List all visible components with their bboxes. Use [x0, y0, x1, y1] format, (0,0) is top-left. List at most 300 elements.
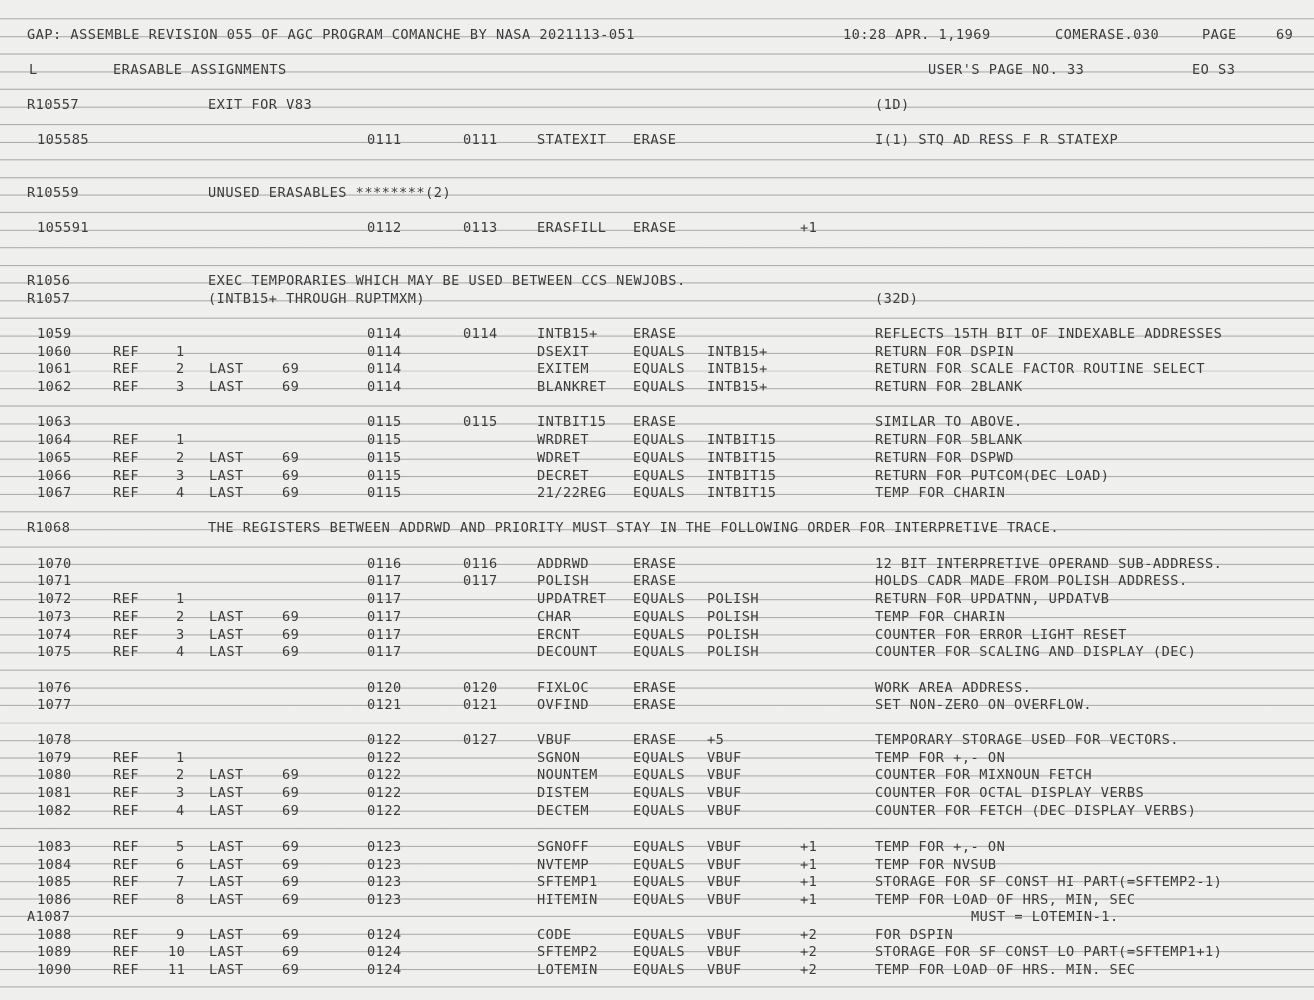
listing-line	[0, 591, 1314, 607]
line-number: 1072	[37, 591, 72, 607]
operand: VBUF	[707, 944, 742, 960]
last-label: LAST	[209, 927, 244, 943]
symbol: INTBIT15	[537, 414, 607, 430]
address: 0122	[367, 785, 402, 801]
symbol: HITEMIN	[537, 892, 598, 908]
symbol: DSEXIT	[537, 344, 590, 360]
remark-text: EXEC TEMPORARIES WHICH MAY BE USED BETWEEN CCS NEWJOBS.	[208, 273, 686, 289]
comment-text: TEMP FOR LOAD OF HRS, MIN, SEC	[875, 892, 1136, 908]
listing-line	[0, 697, 1314, 713]
comment-text: TEMP FOR CHARIN	[875, 485, 1006, 501]
symbol: WRDRET	[537, 432, 590, 448]
comment-text: 12 BIT INTERPRETIVE OPERAND SUB-ADDRESS.	[875, 556, 1223, 572]
opcode: ERASE	[633, 732, 677, 748]
symbol: ADDRWD	[537, 556, 590, 572]
comment-text: HOLDS CADR MADE FROM POLISH ADDRESS.	[875, 573, 1188, 589]
last-label: LAST	[209, 892, 244, 908]
last-page: 69	[282, 962, 300, 978]
ref-label: REF	[113, 485, 140, 501]
opcode: ERASE	[633, 680, 677, 696]
line-number: 1070	[37, 556, 72, 572]
last-label: LAST	[209, 962, 244, 978]
operand: VBUF	[707, 857, 742, 873]
opcode: EQUALS	[633, 450, 686, 466]
ref-count: 2	[176, 361, 185, 377]
last-page: 69	[282, 767, 300, 783]
header-title: GAP: ASSEMBLE REVISION 055 OF AGC PROGRAM COMANCHE BY NASA 2021113-051	[27, 27, 635, 43]
operand: POLISH	[707, 591, 760, 607]
address: 0124	[367, 962, 402, 978]
comment-text: FOR DSPIN	[875, 927, 954, 943]
symbol: INTB15+	[537, 326, 598, 342]
ref-count: 8	[176, 892, 185, 908]
line-number: 1060	[37, 344, 72, 360]
listing-line	[0, 680, 1314, 696]
opcode: EQUALS	[633, 962, 686, 978]
address: 0124	[367, 927, 402, 943]
last-page: 69	[282, 839, 300, 855]
comment-text: STORAGE FOR SF CONST LO PART(=SFTEMP1+1)	[875, 944, 1223, 960]
remark-text: UNUSED ERASABLES ********(2)	[208, 185, 452, 201]
opcode: ERASE	[633, 573, 677, 589]
listing-line	[0, 962, 1314, 978]
comment-text: TEMP FOR +,- ON	[875, 839, 1006, 855]
comment-text: WORK AREA ADDRESS.	[875, 680, 1032, 696]
ref-count: 3	[176, 379, 185, 395]
address-end: 0127	[463, 732, 498, 748]
last-page: 69	[282, 944, 300, 960]
comment-text: RETURN FOR UPDATNN, UPDATVB	[875, 591, 1110, 607]
last-page: 69	[282, 785, 300, 801]
last-page: 69	[282, 927, 300, 943]
header-page-label: PAGE	[1202, 27, 1237, 43]
listing-line	[0, 450, 1314, 466]
ref-count: 1	[176, 432, 185, 448]
ref-count: 3	[176, 627, 185, 643]
listing-line	[0, 857, 1314, 873]
comment-text: SIMILAR TO ABOVE.	[875, 414, 1023, 430]
opcode: EQUALS	[633, 379, 686, 395]
listing-line	[0, 839, 1314, 855]
listing-line	[0, 750, 1314, 766]
remark-text: (INTB15+ THROUGH RUPTMXM)	[208, 291, 426, 307]
line-number: 1082	[37, 803, 72, 819]
listing-line	[0, 379, 1314, 395]
line-number: 1075	[37, 644, 72, 660]
comment-text: TEMPORARY STORAGE USED FOR VECTORS.	[875, 732, 1179, 748]
opcode: EQUALS	[633, 644, 686, 660]
ref-count: 10	[168, 944, 186, 960]
address: 0115	[367, 414, 402, 430]
symbol: SFTEMP1	[537, 874, 598, 890]
opcode: EQUALS	[633, 361, 686, 377]
ref-label: REF	[113, 379, 140, 395]
listing-line	[0, 785, 1314, 801]
operand: INTB15+	[707, 344, 768, 360]
listing-line	[0, 573, 1314, 589]
line-number: 1084	[37, 857, 72, 873]
operand: VBUF	[707, 767, 742, 783]
symbol: CODE	[537, 927, 572, 943]
last-label: LAST	[209, 361, 244, 377]
operand: VBUF	[707, 803, 742, 819]
ref-count: 2	[176, 609, 185, 625]
users-page-number: USER'S PAGE NO. 33	[928, 62, 1085, 78]
ref-label: REF	[113, 944, 140, 960]
last-page: 69	[282, 892, 300, 908]
comment-text: COUNTER FOR FETCH (DEC DISPLAY VERBS)	[875, 803, 1197, 819]
last-label: LAST	[209, 627, 244, 643]
line-number: 1088	[37, 927, 72, 943]
line-number: 1076	[37, 680, 72, 696]
operand: VBUF	[707, 927, 742, 943]
listing-line	[0, 326, 1314, 342]
address: 0115	[367, 485, 402, 501]
listing-line	[0, 927, 1314, 943]
offset: +2	[800, 962, 818, 978]
listing-line	[0, 132, 1314, 148]
comment-text: RETURN FOR 5BLANK	[875, 432, 1023, 448]
line-number: A1087	[27, 909, 71, 925]
opcode: EQUALS	[633, 767, 686, 783]
subheader-title: ERASABLE ASSIGNMENTS	[113, 62, 287, 78]
listing-line	[0, 432, 1314, 448]
address: 0114	[367, 379, 402, 395]
address: 0122	[367, 732, 402, 748]
opcode: EQUALS	[633, 468, 686, 484]
opcode: ERASE	[633, 697, 677, 713]
line-number: 1074	[37, 627, 72, 643]
line-number: 1083	[37, 839, 72, 855]
offset: +2	[800, 927, 818, 943]
ref-label: REF	[113, 432, 140, 448]
ref-count: 4	[176, 485, 185, 501]
comment-text: REFLECTS 15TH BIT OF INDEXABLE ADDRESSES	[875, 326, 1223, 342]
opcode: EQUALS	[633, 591, 686, 607]
comment-text: MUST = LOTEMIN-1.	[971, 909, 1119, 925]
symbol: BLANKRET	[537, 379, 607, 395]
symbol: NVTEMP	[537, 857, 590, 873]
line-number: R10559	[27, 185, 80, 201]
address: 0121	[367, 697, 402, 713]
operand: INTB15+	[707, 361, 768, 377]
operand: VBUF	[707, 785, 742, 801]
last-label: LAST	[209, 379, 244, 395]
last-label: LAST	[209, 785, 244, 801]
comment-text: TEMP FOR NVSUB	[875, 857, 997, 873]
ref-count: 1	[176, 750, 185, 766]
line-number: 1067	[37, 485, 72, 501]
ref-label: REF	[113, 892, 140, 908]
symbol: STATEXIT	[537, 132, 607, 148]
address-end: 0114	[463, 326, 498, 342]
ref-label: REF	[113, 344, 140, 360]
address-end: 0121	[463, 697, 498, 713]
listing-line	[0, 220, 1314, 236]
ref-label: REF	[113, 962, 140, 978]
address: 0117	[367, 591, 402, 607]
ref-count: 9	[176, 927, 185, 943]
comment-text: RETURN FOR DSPWD	[875, 450, 1014, 466]
header-line	[0, 27, 1314, 43]
remark-line	[0, 185, 1314, 201]
symbol: ERASFILL	[537, 220, 607, 236]
opcode: EQUALS	[633, 857, 686, 873]
listing-line	[0, 556, 1314, 572]
ref-count: 7	[176, 874, 185, 890]
line-number: R1056	[27, 273, 71, 289]
listing-line	[0, 485, 1314, 501]
listing-line	[0, 892, 1314, 908]
address: 0122	[367, 750, 402, 766]
ref-label: REF	[113, 361, 140, 377]
comment-text: RETURN FOR 2BLANK	[875, 379, 1023, 395]
subheader-code: EO S3	[1192, 62, 1236, 78]
listing-line	[0, 909, 1314, 925]
remark-line	[0, 273, 1314, 289]
line-number: 1066	[37, 468, 72, 484]
line-number: 1090	[37, 962, 72, 978]
last-label: LAST	[209, 944, 244, 960]
last-label: LAST	[209, 644, 244, 660]
ref-count: 2	[176, 767, 185, 783]
comment-text: COUNTER FOR SCALING AND DISPLAY (DEC)	[875, 644, 1197, 660]
address: 0115	[367, 432, 402, 448]
last-page: 69	[282, 450, 300, 466]
ref-count: 3	[176, 785, 185, 801]
symbol: DECRET	[537, 468, 590, 484]
operand: INTBIT15	[707, 485, 777, 501]
ref-count: 1	[176, 344, 185, 360]
address-end: 0120	[463, 680, 498, 696]
symbol: LOTEMIN	[537, 962, 598, 978]
address: 0122	[367, 803, 402, 819]
ref-label: REF	[113, 927, 140, 943]
symbol: SGNOFF	[537, 839, 590, 855]
ref-label: REF	[113, 591, 140, 607]
opcode: EQUALS	[633, 944, 686, 960]
opcode: EQUALS	[633, 750, 686, 766]
opcode: ERASE	[633, 326, 677, 342]
ref-label: REF	[113, 767, 140, 783]
listing-line	[0, 414, 1314, 430]
last-label: LAST	[209, 450, 244, 466]
listing-line	[0, 344, 1314, 360]
address: 0112	[367, 220, 402, 236]
last-page: 69	[282, 468, 300, 484]
address: 0114	[367, 326, 402, 342]
last-label: LAST	[209, 767, 244, 783]
word-count: (1D)	[875, 97, 910, 113]
comment-text: RETURN FOR SCALE FACTOR ROUTINE SELECT	[875, 361, 1205, 377]
comment-text: TEMP FOR +,- ON	[875, 750, 1006, 766]
last-label: LAST	[209, 839, 244, 855]
listing-line	[0, 767, 1314, 783]
address: 0117	[367, 609, 402, 625]
opcode: EQUALS	[633, 609, 686, 625]
symbol: CHAR	[537, 609, 572, 625]
line-number: 1059	[37, 326, 72, 342]
comment-text: SET NON-ZERO ON OVERFLOW.	[875, 697, 1093, 713]
listing-line	[0, 944, 1314, 960]
operand: INTB15+	[707, 379, 768, 395]
line-number: R1068	[27, 520, 71, 536]
offset: +1	[800, 874, 818, 890]
opcode: EQUALS	[633, 803, 686, 819]
line-number: 1065	[37, 450, 72, 466]
comment-text: RETURN FOR DSPIN	[875, 344, 1014, 360]
operand: POLISH	[707, 627, 760, 643]
ref-label: REF	[113, 644, 140, 660]
operand: VBUF	[707, 839, 742, 855]
opcode: EQUALS	[633, 344, 686, 360]
line-number: 1078	[37, 732, 72, 748]
offset: +1	[800, 839, 818, 855]
operand: INTBIT15	[707, 432, 777, 448]
ref-count: 2	[176, 450, 185, 466]
comment-text: TEMP FOR LOAD OF HRS. MIN. SEC	[875, 962, 1136, 978]
line-number: 105585	[37, 132, 90, 148]
comment-text: RETURN FOR PUTCOM(DEC LOAD)	[875, 468, 1110, 484]
address: 0115	[367, 450, 402, 466]
operand: VBUF	[707, 962, 742, 978]
address: 0117	[367, 573, 402, 589]
line-number: 1071	[37, 573, 72, 589]
opcode: ERASE	[633, 414, 677, 430]
line-number: 1077	[37, 697, 72, 713]
last-page: 69	[282, 644, 300, 660]
address: 0123	[367, 892, 402, 908]
listing-line	[0, 627, 1314, 643]
address: 0115	[367, 468, 402, 484]
header-page-number: 69	[1276, 27, 1294, 43]
line-number: 1080	[37, 767, 72, 783]
symbol: POLISH	[537, 573, 590, 589]
last-page: 69	[282, 803, 300, 819]
ref-count: 4	[176, 803, 185, 819]
ref-label: REF	[113, 609, 140, 625]
last-page: 69	[282, 627, 300, 643]
symbol: SGNON	[537, 750, 581, 766]
listing-line	[0, 803, 1314, 819]
operand: INTBIT15	[707, 450, 777, 466]
header-time: 10:28 APR. 1,1969	[843, 27, 991, 43]
ref-label: REF	[113, 857, 140, 873]
ref-label: REF	[113, 803, 140, 819]
line-number: R10557	[27, 97, 80, 113]
listing-line	[0, 874, 1314, 890]
address: 0123	[367, 857, 402, 873]
last-page: 69	[282, 874, 300, 890]
subheader-line	[0, 62, 1314, 78]
address: 0124	[367, 944, 402, 960]
word-count: (32D)	[875, 291, 919, 307]
address-end: 0113	[463, 220, 498, 236]
comment-text: TEMP FOR CHARIN	[875, 609, 1006, 625]
address: 0117	[367, 627, 402, 643]
opcode: ERASE	[633, 132, 677, 148]
opcode: ERASE	[633, 556, 677, 572]
symbol: DECTEM	[537, 803, 590, 819]
line-number: 1089	[37, 944, 72, 960]
opcode: EQUALS	[633, 874, 686, 890]
remark-text: THE REGISTERS BETWEEN ADDRWD AND PRIORITY MUST STAY IN THE FOLLOWING ORDER FOR INTERPRETIVE TRACE.	[208, 520, 1060, 536]
symbol: EXITEM	[537, 361, 590, 377]
opcode: ERASE	[633, 220, 677, 236]
listing-line	[0, 361, 1314, 377]
remark-line	[0, 520, 1314, 536]
last-page: 69	[282, 857, 300, 873]
line-number: 1086	[37, 892, 72, 908]
operand: VBUF	[707, 892, 742, 908]
address: 0120	[367, 680, 402, 696]
address: 0116	[367, 556, 402, 572]
opcode: EQUALS	[633, 839, 686, 855]
address: 0114	[367, 344, 402, 360]
line-number: 1085	[37, 874, 72, 890]
comment-text: STORAGE FOR SF CONST HI PART(=SFTEMP2-1)	[875, 874, 1223, 890]
address: 0114	[367, 361, 402, 377]
remark-line	[0, 291, 1314, 307]
symbol: OVFIND	[537, 697, 590, 713]
line-number: 1063	[37, 414, 72, 430]
address: 0122	[367, 767, 402, 783]
line-number: 1079	[37, 750, 72, 766]
ref-count: 6	[176, 857, 185, 873]
ref-label: REF	[113, 450, 140, 466]
opcode: EQUALS	[633, 785, 686, 801]
comment-text: COUNTER FOR ERROR LIGHT RESET	[875, 627, 1127, 643]
opcode: EQUALS	[633, 485, 686, 501]
address-end: 0115	[463, 414, 498, 430]
operand: POLISH	[707, 609, 760, 625]
operand: POLISH	[707, 644, 760, 660]
operand: INTBIT15	[707, 468, 777, 484]
ref-label: REF	[113, 750, 140, 766]
symbol: 21/22REG	[537, 485, 607, 501]
ref-label: REF	[113, 874, 140, 890]
line-number: 1064	[37, 432, 72, 448]
address: 0123	[367, 839, 402, 855]
address-end: 0116	[463, 556, 498, 572]
address: 0111	[367, 132, 402, 148]
last-page: 69	[282, 485, 300, 501]
address-end: 0117	[463, 573, 498, 589]
listing-line	[0, 732, 1314, 748]
listing-line	[0, 468, 1314, 484]
last-page: 69	[282, 379, 300, 395]
ref-label: REF	[113, 785, 140, 801]
opcode: EQUALS	[633, 927, 686, 943]
line-number: 1073	[37, 609, 72, 625]
opcode: EQUALS	[633, 627, 686, 643]
offset: +1	[800, 857, 818, 873]
subheader-flag: L	[29, 62, 38, 78]
remark-text: EXIT FOR V83	[208, 97, 313, 113]
operand: VBUF	[707, 874, 742, 890]
ref-count: 11	[168, 962, 186, 978]
symbol: NOUNTEM	[537, 767, 598, 783]
symbol: ERCNT	[537, 627, 581, 643]
symbol: WDRET	[537, 450, 581, 466]
offset: +2	[800, 944, 818, 960]
listing-line	[0, 609, 1314, 625]
last-label: LAST	[209, 874, 244, 890]
ref-count: 1	[176, 591, 185, 607]
last-label: LAST	[209, 609, 244, 625]
last-page: 69	[282, 361, 300, 377]
ref-count: 4	[176, 644, 185, 660]
